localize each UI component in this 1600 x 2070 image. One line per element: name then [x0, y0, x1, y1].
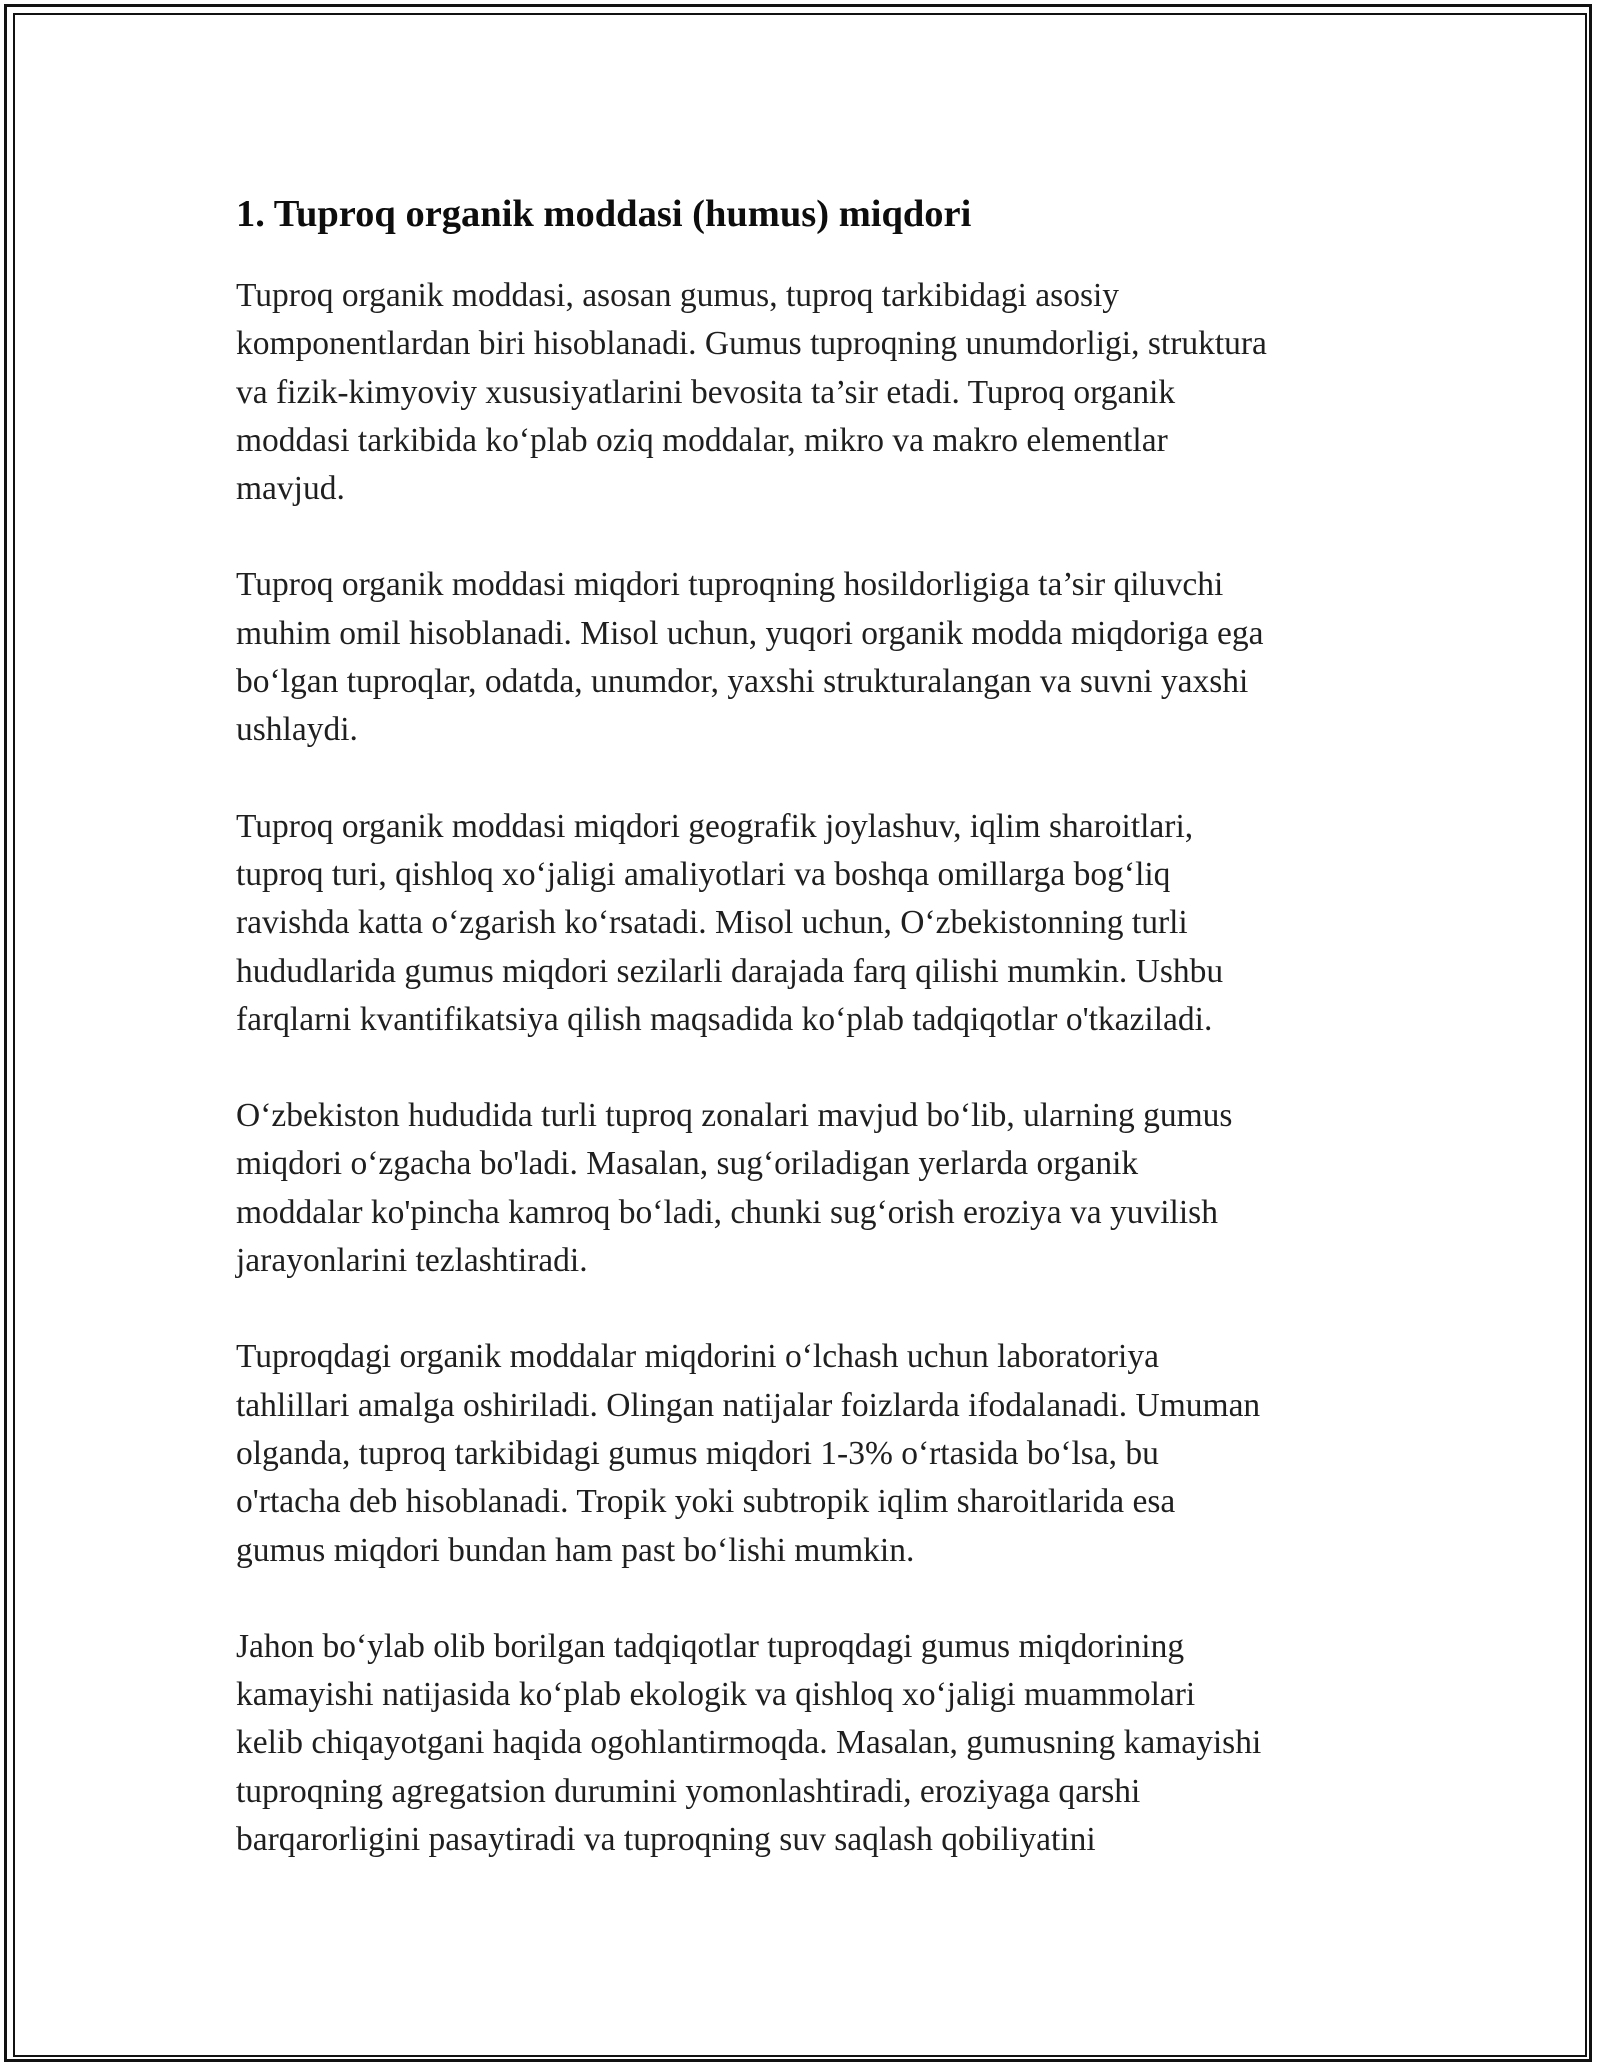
paragraph-line: ravishda katta o‘zgarish ko‘rsatadi. Misol uchun, O‘zbekistonning turli [236, 904, 1188, 942]
paragraph-line: mavjud. [236, 470, 345, 508]
paragraph-line: gumus miqdori bundan ham past bo‘lishi mumkin. [236, 1531, 915, 1569]
paragraph-line: tahlillari amalga oshiriladi. Olingan natijalar foizlarda ifodalanadi. Umuman [236, 1386, 1261, 1424]
paragraph-line: hududlarida gumus miqdori sezilarli darajada farq qilishi mumkin. Ushbu [236, 952, 1224, 990]
paragraph-list [236, 272, 1386, 1864]
paragraph-line: bo‘lgan tuproqlar, odatda, unumdor, yaxshi strukturalangan va suvni yaxshi [236, 663, 1249, 701]
paragraph-line: Tuproq organik moddasi, asosan gumus, tuproq tarkibidagi asosiy [236, 277, 1120, 314]
paragraph [236, 561, 1386, 754]
paragraph [236, 1092, 1386, 1285]
paragraph-line: olganda, tuproq tarkibidagi gumus miqdori 1-3% o‘rtasida bo‘lsa, bu [236, 1434, 1159, 1472]
paragraph [236, 272, 1386, 513]
paragraph-line: tuproqning agregatsion durumini yomonlashtiradi, eroziyaga qarshi [236, 1772, 1141, 1810]
paragraph-line: moddasi tarkibida ko‘plab oziq moddalar, mikro va makro elementlar [236, 421, 1168, 459]
paragraph-line: va fizik-kimyoviy xususiyatlarini bevosita ta’sir etadi. Tuproq organik [236, 373, 1176, 411]
paragraph-line: kamayishi natijasida ko‘plab ekologik va qishloq xo‘jaligi muammolari [236, 1676, 1196, 1714]
paragraph-line: farqlarni kvantifikatsiya qilish maqsadida ko‘plab tadqiqotlar o'tkaziladi. [236, 1000, 1213, 1038]
paragraph-line: Jahon bo‘ylab olib borilgan tadqiqotlar tuproqdagi gumus miqdorining [236, 1627, 1185, 1665]
paragraph-line: O‘zbekiston hududida turli tuproq zonalari mavjud bo‘lib, ularning gumus [236, 1097, 1233, 1135]
paragraph-line: komponentlardan biri hisoblanadi. Gumus tuproqning unumdorligi, struktura [236, 325, 1267, 363]
paragraph-line: Tuproq organik moddasi miqdori tuproqning hosildorligiga ta’sir qiluvchi [236, 566, 1224, 604]
paragraph-line: kelib chiqayotgani haqida ogohlantirmoqda. Masalan, gumusning kamayishi [236, 1724, 1262, 1762]
paragraph [236, 1333, 1386, 1574]
paragraph-line: Tuproqdagi organik moddalar miqdorini o‘lchash uchun laboratoriya [236, 1338, 1159, 1376]
paragraph-line: barqarorligini pasaytiradi va tuproqning suv saqlash qobiliyatini [236, 1821, 1096, 1859]
paragraph-line: jarayonlarini tezlashtiradi. [236, 1242, 588, 1280]
paragraph [236, 1623, 1386, 1864]
paragraph-line: moddalar ko'pincha kamroq bo‘ladi, chunki sug‘orish eroziya va yuvilish [236, 1193, 1218, 1231]
paragraph-line: miqdori o‘zgacha bo'ladi. Masalan, sug‘oriladigan yerlarda organik [236, 1145, 1139, 1183]
paragraph [236, 803, 1386, 1044]
section-heading: 1. Tuproq organik moddasi (humus) miqdori [236, 193, 972, 235]
paragraph-line: tuproq turi, qishloq xo‘jaligi amaliyotlari va boshqa omillarga bog‘liq [236, 855, 1171, 893]
paragraph-line: ushlaydi. [236, 711, 358, 749]
paragraph-line: o'rtacha deb hisoblanadi. Tropik yoki subtropik iqlim sharoitlarida esa [236, 1483, 1176, 1521]
paragraph-line: muhim omil hisoblanadi. Misol uchun, yuqori organik modda miqdoriga ega [236, 614, 1264, 652]
paragraph-line: Tuproq organik moddasi miqdori geografik joylashuv, iqlim sharoitlari, [236, 807, 1194, 845]
document-body [236, 190, 1386, 1864]
